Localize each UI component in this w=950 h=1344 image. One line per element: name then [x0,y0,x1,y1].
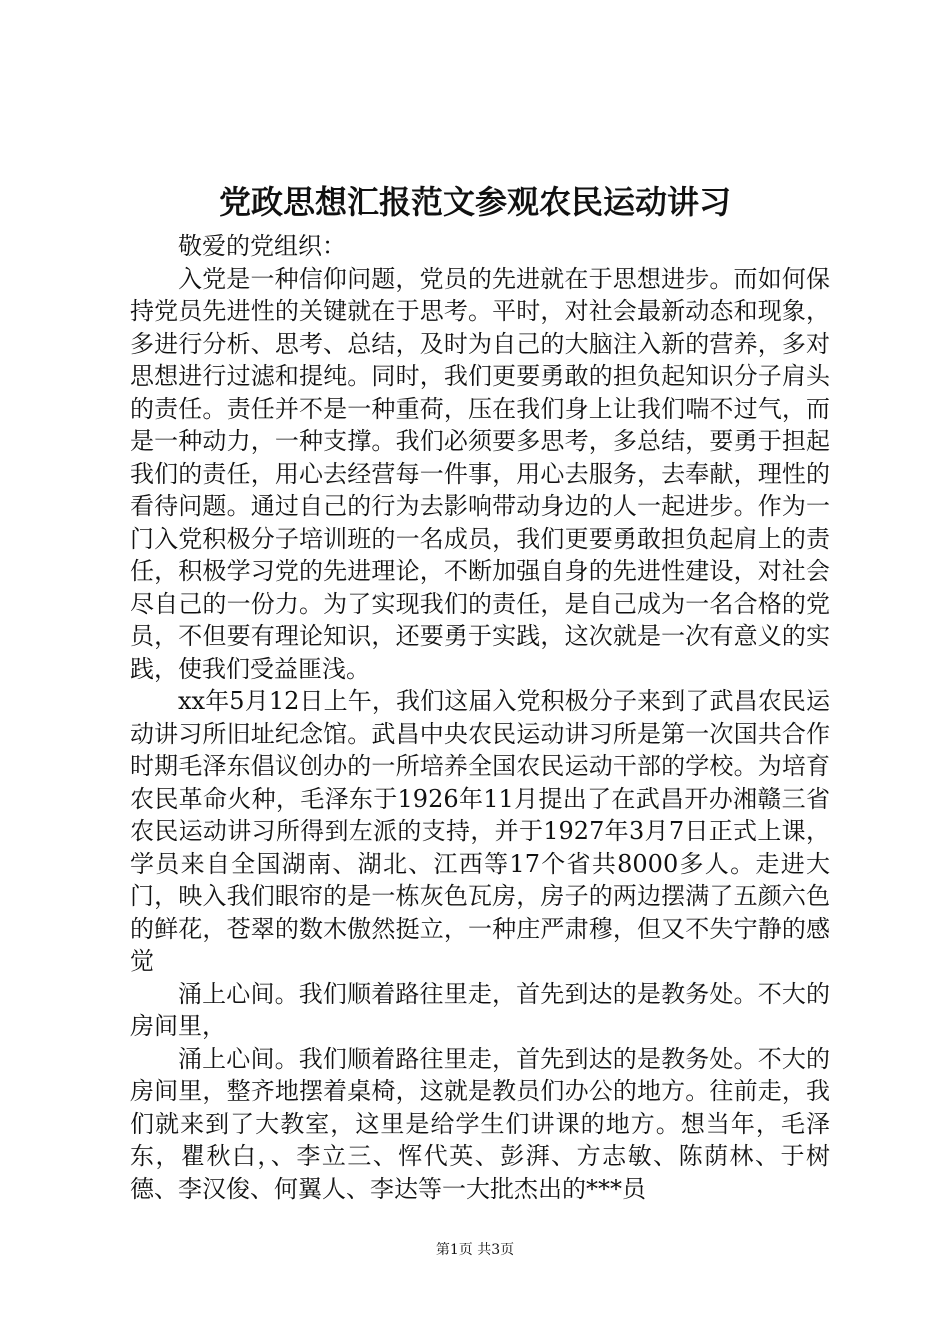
salutation: 敬爱的党组织： [178,232,346,260]
paragraph-3: 涌上心间。我们顺着路往里走，首先到达的是教务处。不大的房间里， [130,979,830,1040]
paragraph-1: 入党是一种信仰问题，党员的先进就在于思想进步。而如何保持党员先进性的关键就在于思考。平时，对社会最新动态和现象，多进行分析、思考、总结，及时为自己的大脑注入新的营养，多对思想进行过滤和提纯。同时，我们更要勇敢的担负起知识分子肩头的责任。责任并不是一种重荷，压在我们身上让我们喘不过气，而是一种动力，一种支撑。我们必须要多思考，多总结，要勇于担起我们的责任，用心去经营每一件事，用心去服务，去奉献，理性的看待问题。通过自己的行为去影响带动身边的人一起进步。作为一门入党积极分子培训班的一名成员，我们更要勇敢担负起肩上的责任，积极学习党的先进理论，不断加强自身的先进性建设，对社会尽自己的一份力。为了实现我们的责任，是自己成为一名合格的党员，不但要有理论知识，还要勇于实践，这次就是一次有意义的实践，使我们受益匪浅。 [130,264,830,683]
paragraph-2: xx年5月12日上午，我们这届入党积极分子来到了武昌农民运动讲习所旧址纪念馆。武昌中央农民运动讲习所是第一次国共合作时期毛泽东倡议创办的一所培养全国农民运动干部的学校。为培育农民革命火种，毛泽东于1926年11月提出了在武昌开办湘赣三省农民运动讲习所得到左派的支持，并于1927年3月7日正式上课，学员来自全国湖南、湖北、江西等17个省共8000多人。走进大门，映入我们眼帘的是一栋灰色瓦房，房子的两边摆满了五颜六色的鲜花，苍翠的数木傲然挺立，一种庄严肃穆，但又不失宁静的感觉 [130,687,830,975]
page-footer: 第1页 共3页 [435,1242,515,1258]
document-title: 党政思想汇报范文参观农民运动讲习 [218,183,731,221]
document-body [130,230,830,1205]
paragraph-4: 涌上心间。我们顺着路往里走，首先到达的是教务处。不大的房间里，整齐地摆着桌椅，这就是教员们办公的地方。往前走，我们就来到了大教室，这里是给学生们讲课的地方。想当年，毛泽东，瞿秋白，、李立三、恽代英、彭湃、方志敏、陈荫林、于树德、李汉俊、何翼人、李达等一大批杰出的***员 [130,1044,830,1203]
